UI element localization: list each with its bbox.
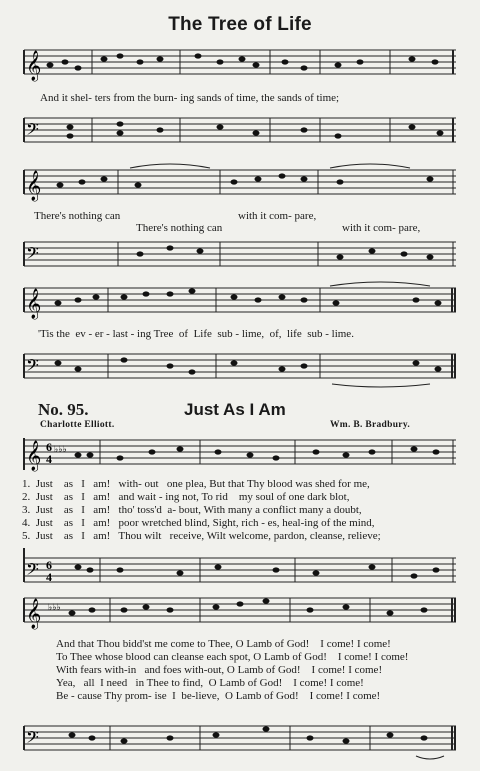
- hymn-number: No. 95.: [38, 400, 89, 419]
- svg-text:4: 4: [46, 570, 52, 584]
- verse-line: 4. Just as I am! poor wretched blind, Sight, rich - es, heal-ing of the mind,: [22, 517, 375, 529]
- staff-lines: [20, 712, 458, 762]
- hymn-title: The Tree of Life: [168, 14, 312, 35]
- hymn-title: Just As I Am: [184, 400, 286, 419]
- svg-text:𝄞: 𝄞: [26, 51, 42, 81]
- svg-text:𝄢: 𝄢: [26, 727, 39, 751]
- verse-line: Be - cause Thy prom- ise I be-lieve, O Lamb of God! I come! I come!: [56, 690, 381, 702]
- svg-text:𝄢: 𝄢: [26, 243, 39, 267]
- staff-lines: [20, 160, 458, 210]
- staff-lines: [20, 588, 458, 634]
- verse-line: 3. Just as I am! tho' toss'd a- bout, With many a conflict many a doubt,: [22, 504, 362, 516]
- verse-line: 1. Just as I am! with- out one plea, But that Thy blood was shed for me,: [22, 478, 370, 490]
- treble-staff: [20, 40, 458, 98]
- svg-text:𝄞: 𝄞: [26, 171, 42, 201]
- svg-text:𝄢: 𝄢: [26, 559, 39, 583]
- svg-text:♭♭♭: ♭♭♭: [54, 445, 67, 455]
- lyric-line: There's nothing can: [136, 222, 223, 234]
- svg-text:𝄞: 𝄞: [26, 289, 42, 319]
- time-signature-top: 6: [46, 440, 52, 454]
- bass-staff: [20, 344, 458, 392]
- staff-lines: [20, 278, 458, 328]
- lyric-line: 'Tis the ev - er - last - ing Tree of Life sub - lime, of, life sub - lime.: [38, 328, 354, 340]
- svg-text:𝄞: 𝄞: [26, 599, 42, 629]
- svg-text:𝄞: 𝄞: [26, 441, 42, 471]
- lyric-line: There's nothing can: [34, 210, 121, 222]
- bass-staff: [20, 712, 458, 762]
- verse-line: And that Thou bidd'st me come to Thee, O Lamb of God! I come! I come!: [56, 638, 391, 650]
- svg-text:♭♭♭: ♭♭♭: [48, 603, 61, 613]
- verse-line: To Thee whose blood can cleanse each spot, O Lamb of God! I come! I come!: [56, 651, 409, 663]
- staff-lines: [20, 236, 458, 276]
- lyric-line: with it com- pare,: [238, 210, 317, 222]
- treble-staff: [20, 160, 458, 210]
- staff-lines: [20, 108, 458, 158]
- lyric-line: with it com- pare,: [342, 222, 421, 234]
- staff-lines: [20, 430, 458, 476]
- svg-text:𝄢: 𝄢: [26, 119, 39, 143]
- verse-line: 2. Just as I am! and wait - ing not, To rid my soul of one dark blot,: [22, 491, 350, 503]
- verse-line: 5. Just as I am! Thou wilt receive, Wilt welcome, pardon, cleanse, relieve;: [22, 530, 381, 542]
- time-signature-bottom: 4: [46, 452, 52, 466]
- treble-staff: [20, 588, 458, 634]
- verse-line: Yea, all I need in Thee to find, O Lamb of God! I come! I come!: [56, 677, 364, 689]
- staff-lines: [20, 548, 458, 590]
- composer-credit: Wm. B. Bradbury.: [330, 420, 411, 430]
- verse-line: With fears with-in and foes with-out, O Lamb of God! I come! I come!: [56, 664, 383, 676]
- bass-staff: [20, 108, 458, 158]
- svg-text:6: 6: [46, 558, 52, 572]
- treble-staff: [20, 278, 458, 328]
- staff-lines: [20, 40, 458, 100]
- staff-lines: [20, 344, 458, 392]
- treble-staff: [20, 430, 458, 476]
- bass-staff: [20, 236, 458, 276]
- svg-text:𝄢: 𝄢: [26, 355, 39, 379]
- author-credit: Charlotte Elliott.: [40, 420, 115, 430]
- bass-staff: [20, 548, 458, 590]
- lyric-line: And it shel- ters from the burn- ing sands of time, the sands of time;: [40, 92, 340, 104]
